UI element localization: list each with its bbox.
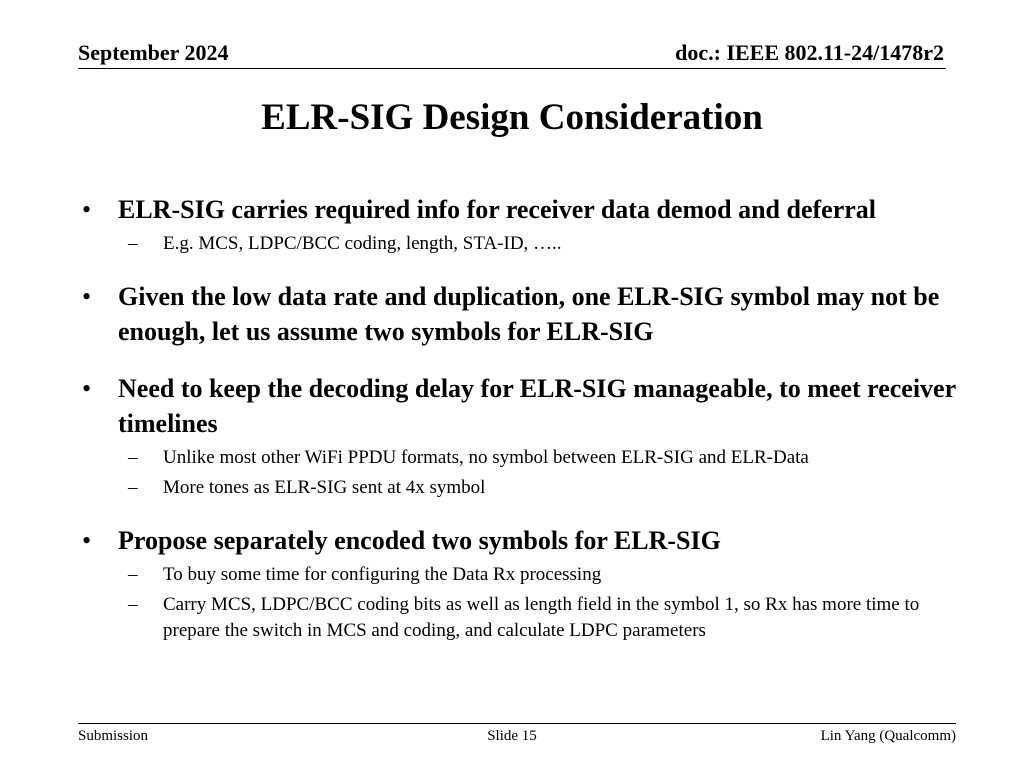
sub-text: To buy some time for configuring the Data Rx processing	[163, 564, 602, 585]
header-doc-id: doc.: IEEE 802.11-24/1478r2	[675, 40, 944, 65]
footer-submission: Submission	[78, 728, 149, 744]
bullet-4-sub-1	[78, 562, 958, 588]
header-date: September 2024	[78, 40, 229, 65]
bullet-1-sub-1	[78, 231, 958, 257]
footer-divider	[78, 723, 956, 724]
bullet-4-text: Propose separately encoded two symbols for ELR-SIG	[118, 526, 721, 555]
sub-marker: –	[128, 564, 138, 585]
bullet-1	[78, 192, 958, 227]
slide-title: ELR-SIG Design Consideration	[261, 97, 763, 138]
bullet-4-sub-2	[78, 592, 958, 644]
bullet-2-text: Given the low data rate and duplication, one ELR-SIG symbol may not be enough, let us assume two symbols for ELR-SIG	[118, 282, 940, 346]
bullet-3-sub-1	[78, 445, 958, 471]
bullet-3	[78, 371, 958, 441]
sub-text: More tones as ELR-SIG sent at 4x symbol	[163, 477, 486, 498]
sub-text: Carry MCS, LDPC/BCC coding bits as well as length field in the symbol 1, so Rx has more time to prepare the switch in MCS and coding, and calculate LDPC parameters	[163, 594, 920, 641]
sub-marker: –	[128, 233, 138, 254]
bullet-marker: •	[82, 195, 92, 224]
sub-marker: –	[128, 477, 138, 498]
bullet-3-text: Need to keep the decoding delay for ELR-SIG manageable, to meet receiver timelines	[118, 374, 956, 438]
sub-marker: –	[128, 594, 138, 615]
bullet-3-sub-2	[78, 475, 958, 501]
bullet-marker: •	[82, 526, 92, 555]
slide-body	[78, 192, 958, 644]
bullet-4	[78, 523, 958, 558]
sub-text: Unlike most other WiFi PPDU formats, no symbol between ELR-SIG and ELR-Data	[163, 447, 809, 468]
header-divider	[78, 68, 946, 69]
bullet-2	[78, 279, 958, 349]
sub-marker: –	[128, 447, 138, 468]
footer-author: Lin Yang (Qualcomm)	[820, 728, 956, 744]
bullet-marker: •	[82, 374, 92, 403]
bullet-marker: •	[82, 282, 92, 311]
sub-text: E.g. MCS, LDPC/BCC coding, length, STA-ID, …..	[163, 233, 562, 254]
bullet-1-text: ELR-SIG carries required info for receiver data demod and deferral	[118, 195, 876, 224]
footer-slide-number: Slide 15	[487, 728, 537, 744]
